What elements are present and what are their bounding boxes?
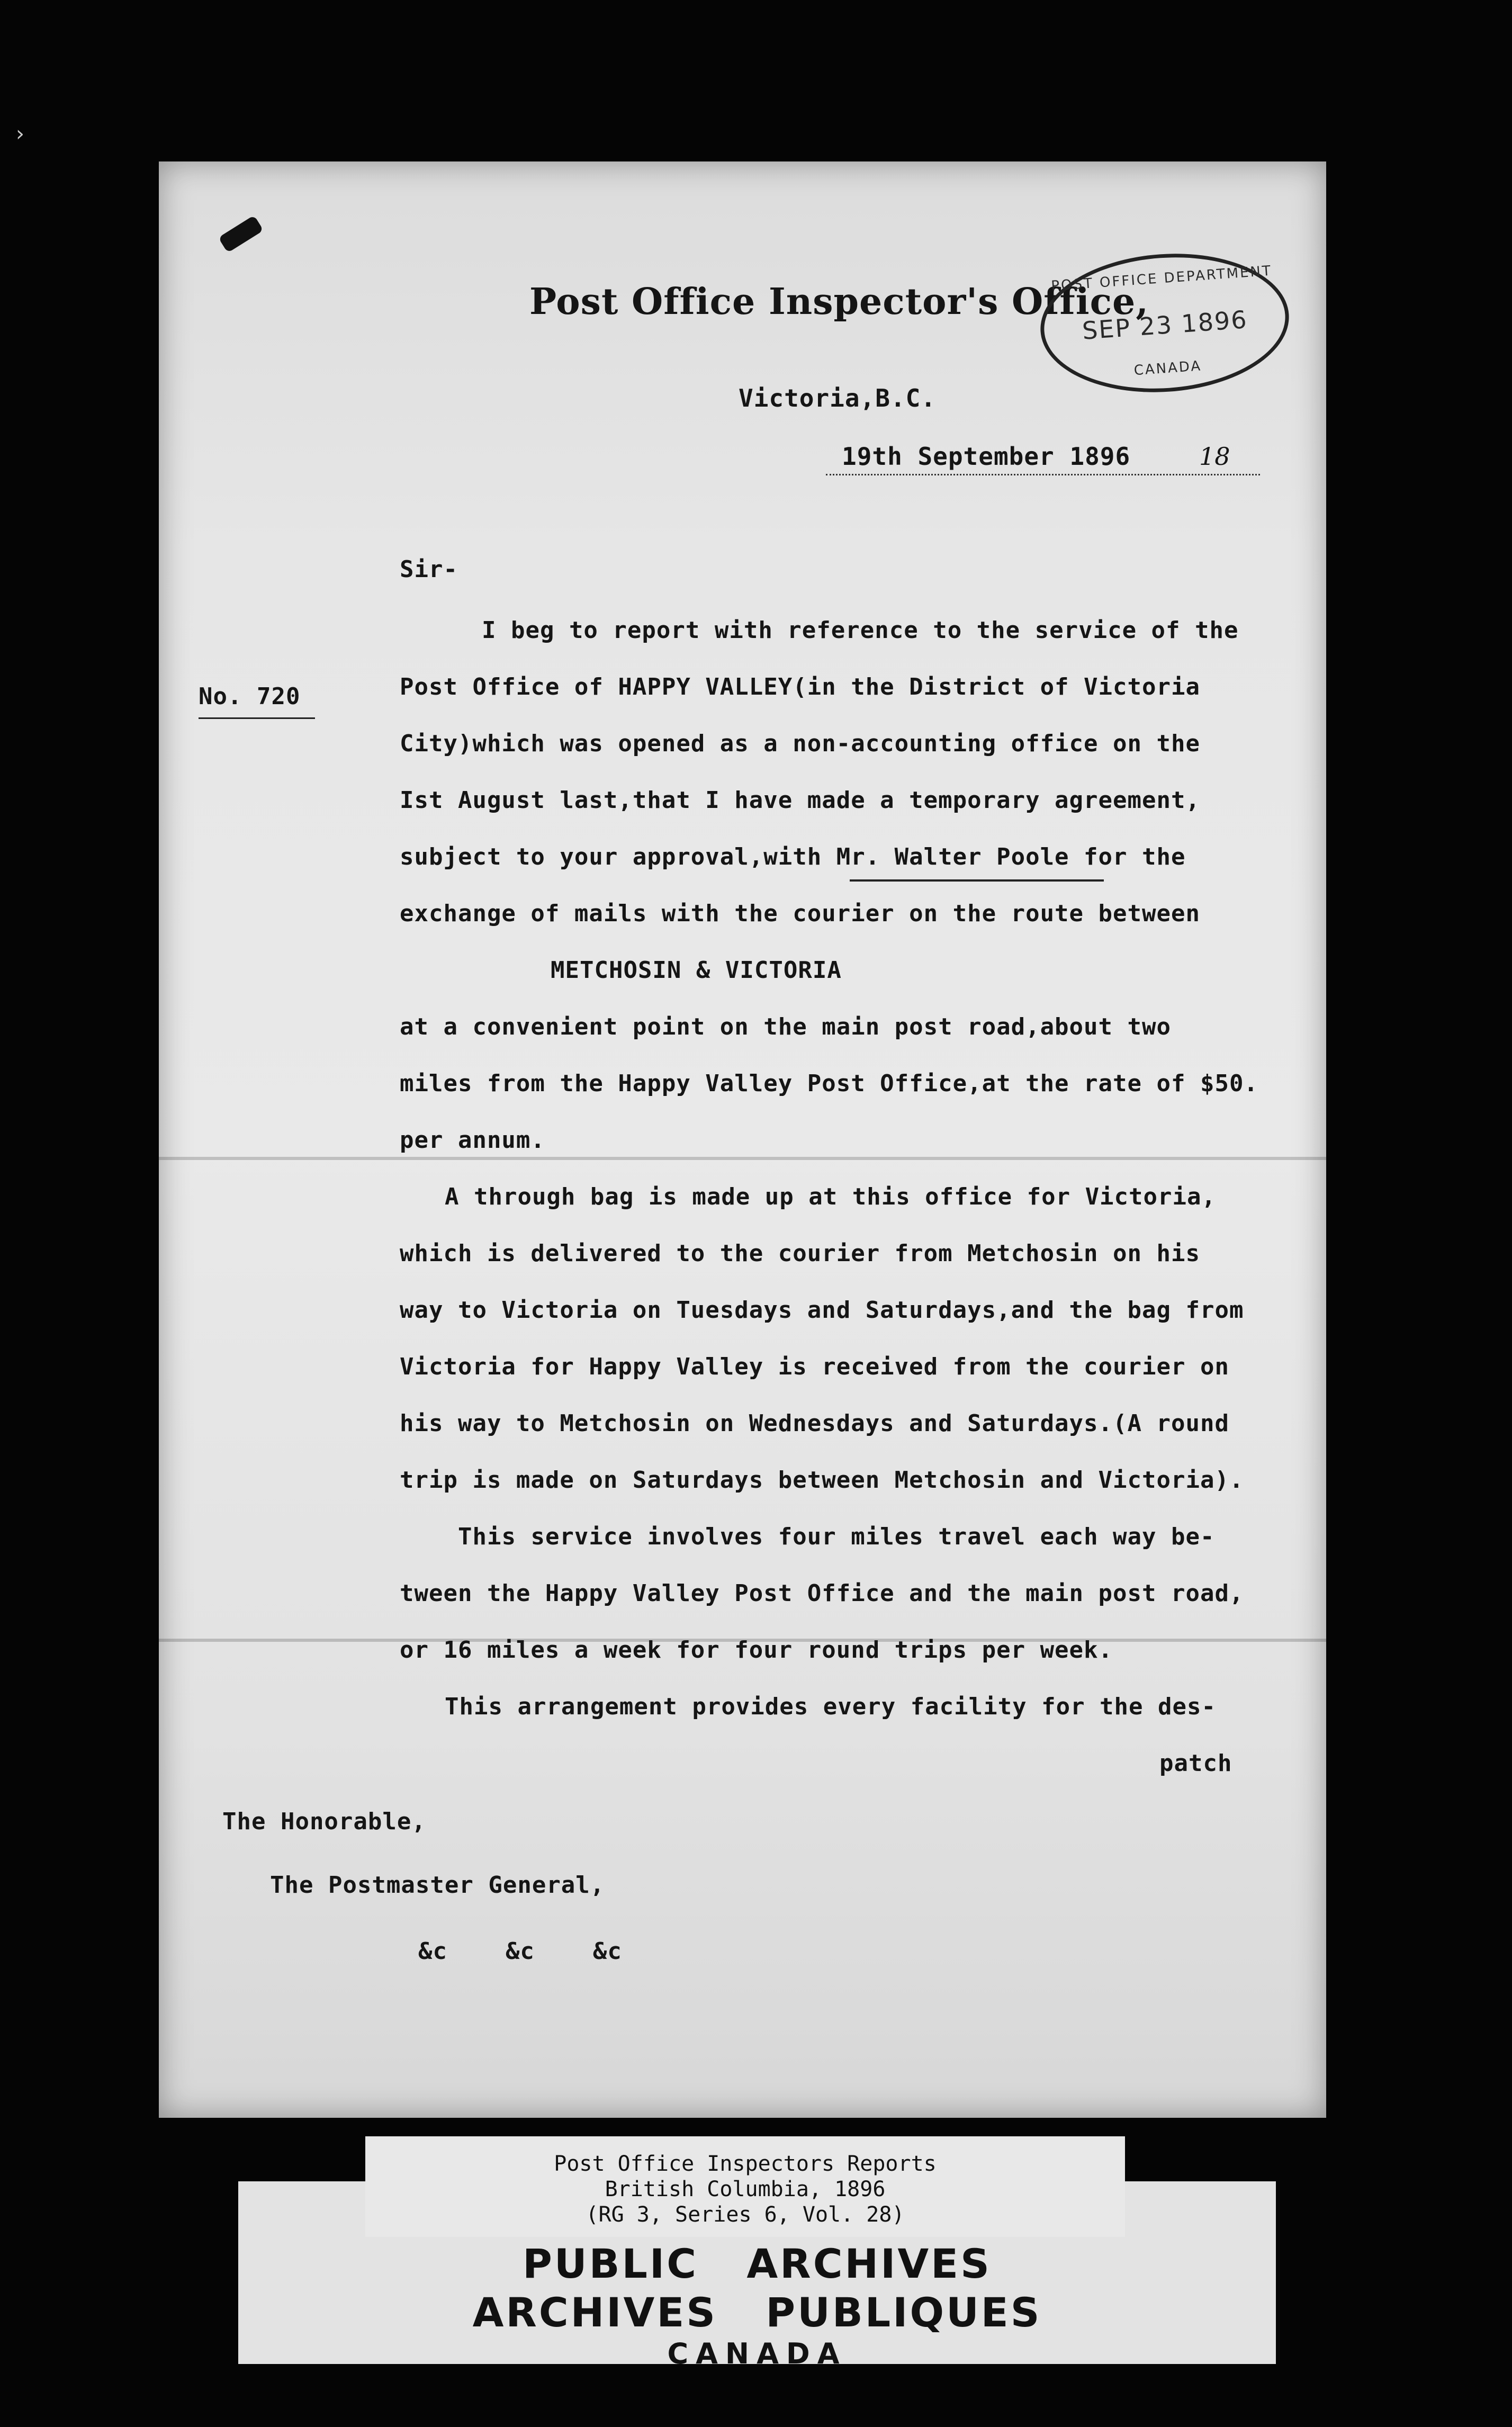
stamp-country-text: CANADA xyxy=(1133,358,1203,379)
body-line: Victoria for Happy Valley is received from the courier on xyxy=(400,1353,1229,1380)
fold-line xyxy=(159,1157,1326,1160)
archive-reference-label xyxy=(365,2136,1125,2237)
ink-mark xyxy=(218,215,264,253)
body-line: his way to Metchosin on Wednesdays and Saturdays.(A round xyxy=(400,1410,1229,1437)
archive-stamp-country: CANADA xyxy=(667,2337,847,2370)
body-line: Post Office of HAPPY VALLEY(in the District of Victoria xyxy=(400,673,1200,700)
body-line: at a convenient point on the main post road,about two xyxy=(400,1013,1171,1040)
file-number-underline xyxy=(199,717,315,719)
body-line: trip is made on Saturdays between Metchosin and Victoria). xyxy=(400,1467,1244,1494)
name-underline xyxy=(850,879,1104,882)
letter-page xyxy=(159,161,1326,2118)
body-line: per annum. xyxy=(400,1127,545,1154)
place: Victoria,B.C. xyxy=(739,384,937,412)
address-line: &c &c &c xyxy=(418,1938,622,1965)
body-line: exchange of mails with the courier on the route between xyxy=(400,900,1200,927)
archive-label-line: (RG 3, Series 6, Vol. 28) xyxy=(586,2203,905,2227)
year-suffix: 18 xyxy=(1199,442,1230,471)
body-line: This arrangement provides every facility for the des- xyxy=(445,1693,1216,1720)
stamp-date: SEP 23 1896 xyxy=(1081,305,1249,345)
date-rule xyxy=(826,474,1260,475)
archive-label-line: British Columbia, 1896 xyxy=(605,2177,886,2201)
archive-stamp-line: ARCHIVES PUBLIQUES xyxy=(472,2289,1042,2336)
body-line: tween the Happy Valley Post Office and the main post road, xyxy=(400,1580,1244,1607)
letterhead: Post Office Inspector's Office, xyxy=(529,281,1149,323)
body-line: which is delivered to the courier from Metchosin on his xyxy=(400,1240,1200,1267)
archive-label-line: Post Office Inspectors Reports xyxy=(554,2152,937,2176)
route-heading: METCHOSIN & VICTORIA xyxy=(551,957,842,984)
body-line: way to Victoria on Tuesdays and Saturdays,and the bag from xyxy=(400,1297,1244,1324)
body-line: I beg to report with reference to the service of the xyxy=(482,617,1239,644)
address-line: The Honorable, xyxy=(222,1808,426,1835)
catchword: patch xyxy=(1159,1750,1232,1777)
address-line: The Postmaster General, xyxy=(270,1872,605,1899)
body-line: City)which was opened as a non-accounting office on the xyxy=(400,730,1200,757)
body-line: miles from the Happy Valley Post Office,at the rate of $50. xyxy=(400,1070,1258,1097)
edge-mark: › xyxy=(16,122,24,146)
received-stamp xyxy=(1036,246,1294,400)
letter-date: 19th September 1896 xyxy=(842,442,1131,471)
body-line: Ist August last,that I have made a temporary agreement, xyxy=(400,787,1200,814)
archive-stamp-line: PUBLIC ARCHIVES xyxy=(523,2240,992,2287)
body-line: A through bag is made up at this office for Victoria, xyxy=(445,1183,1216,1210)
file-number: No. 720 xyxy=(199,683,301,710)
body-line: This service involves four miles travel each way be- xyxy=(458,1523,1215,1550)
body-line: or 16 miles a week for four round trips per week. xyxy=(400,1637,1113,1664)
salutation: Sir- xyxy=(400,556,458,583)
body-line: subject to your approval,with Mr. Walter Poole for the xyxy=(400,843,1186,870)
stamp-department-text: POST OFFICE DEPARTMENT xyxy=(1050,263,1273,294)
